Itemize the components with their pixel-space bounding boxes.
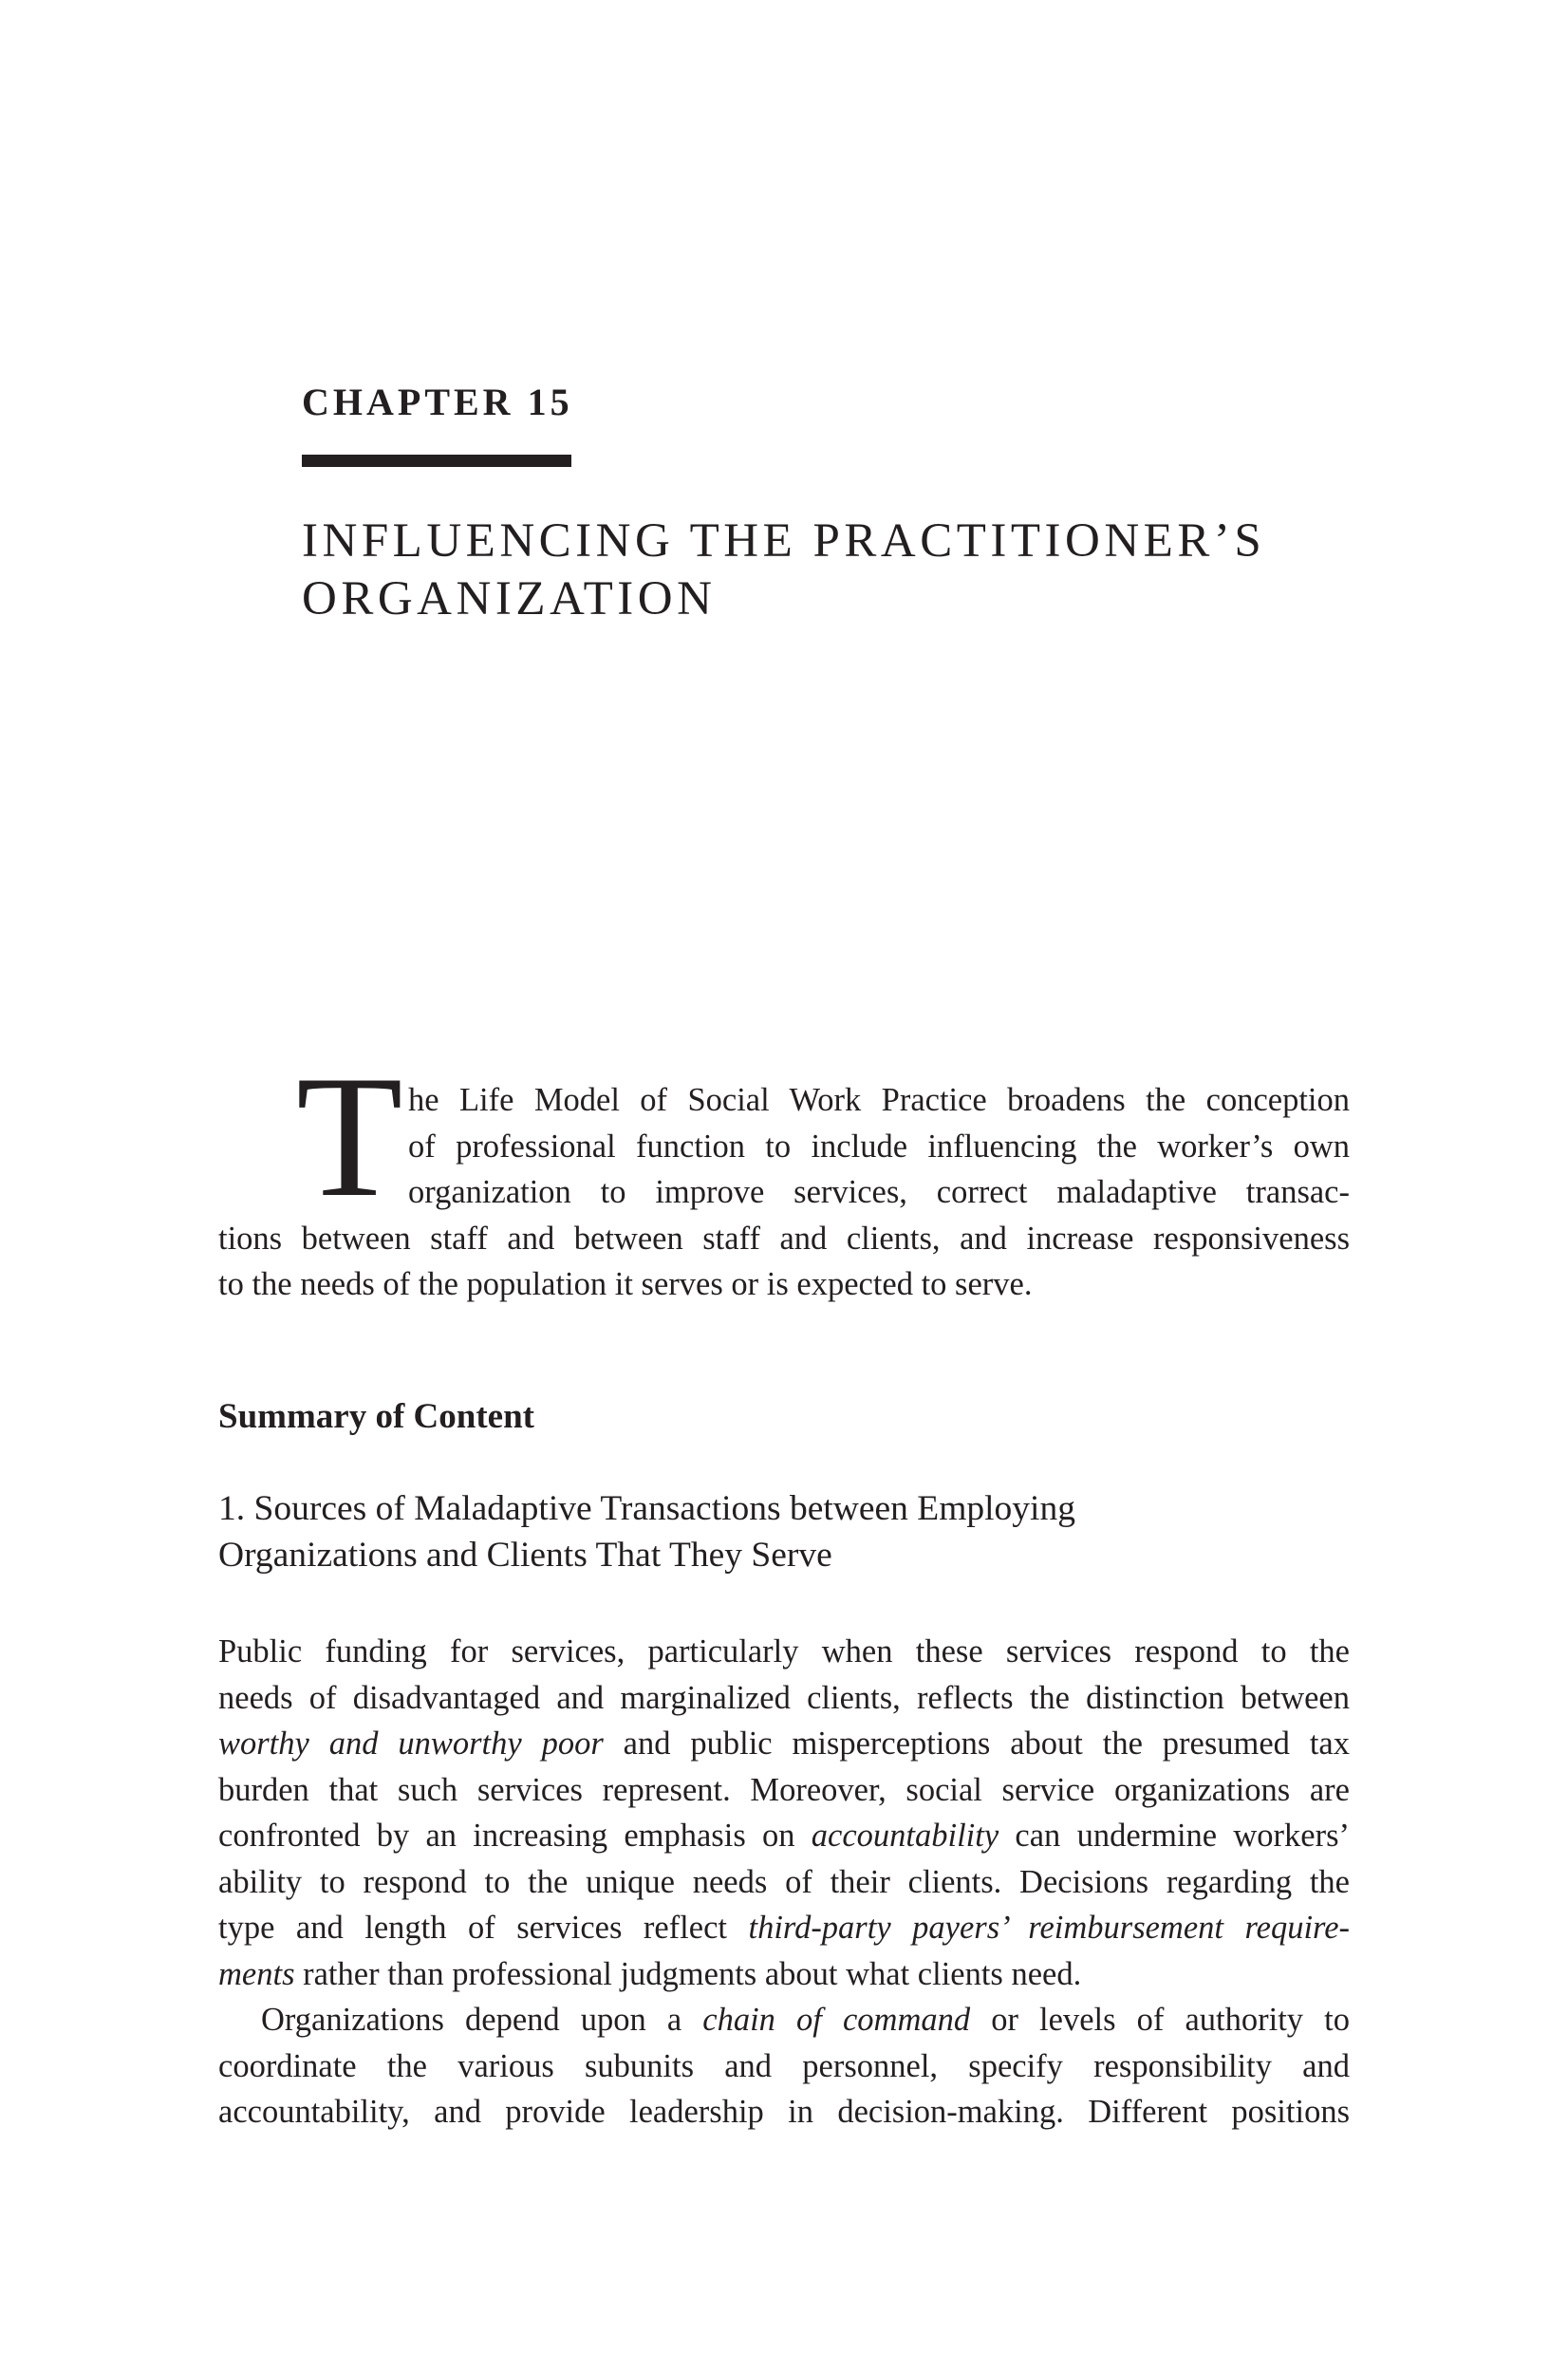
text-run: confronted by an increasing emphasis on: [218, 1818, 812, 1854]
text-line: [218, 1813, 1350, 1859]
subsection-heading-line: Organizations and Clients That They Serve: [218, 1536, 832, 1575]
chapter-title-line: ORGANIZATION: [302, 572, 717, 625]
text-line: coordinate the various subunits and personnel, specify responsibility and: [218, 2047, 1350, 2084]
text-line: to the needs of the population it serves or is expected to serve.: [218, 1266, 1033, 1302]
text-line: he Life Model of Social Work Practice broadens the conception: [408, 1082, 1350, 1118]
text-line: [218, 1905, 1350, 1951]
italic-term: ments: [218, 1955, 295, 1992]
text-run: Organizations depend upon a: [261, 2002, 703, 2038]
italic-term: accountability: [811, 1818, 999, 1854]
text-line: [218, 1951, 1350, 1998]
text-line: organization to improve services, correct maladaptive transac-: [408, 1174, 1350, 1210]
subsection-heading-line: 1. Sources of Maladaptive Transactions between Employing: [218, 1489, 1075, 1528]
text-line: tions between staff and between staff and clients, and increase responsiveness: [218, 1220, 1350, 1257]
body-paragraph-1: [218, 1629, 1350, 1997]
chapter-rule-divider: [302, 455, 571, 467]
text-line: ability to respond to the unique needs of their clients. Decisions regarding the: [218, 1863, 1350, 1900]
chapter-title-line: INFLUENCING THE PRACTITIONER’S: [302, 514, 1266, 568]
text-run: type and length of services reflect: [218, 1910, 749, 1946]
text-line: accountability, and provide leadership in decision-making. Different positions: [218, 2094, 1350, 2130]
text-line: [218, 1721, 1350, 1767]
text-line: Public funding for services, particularly when these services respond to the: [218, 1633, 1350, 1669]
section-heading: Summary of Content: [218, 1397, 534, 1436]
text-line: [218, 1997, 1350, 2043]
italic-term: third-party payers’ reimbursement require-: [748, 1910, 1351, 1946]
chapter-label: CHAPTER 15: [302, 381, 573, 423]
intro-paragraph: [218, 1077, 1350, 1308]
text-run: can undermine workers’: [999, 1818, 1350, 1854]
text-line: needs of disadvantaged and marginalized clients, reflects the distinction between: [218, 1679, 1350, 1716]
text-line: of professional function to include influencing the worker’s own: [408, 1128, 1350, 1165]
text-run: rather than professional judgments about what clients need.: [294, 1955, 1082, 1992]
text-run: or levels of authority to: [970, 2002, 1350, 2038]
text-line: burden that such services represent. Moreover, social service organizations are: [218, 1771, 1350, 1808]
drop-cap: T: [296, 1039, 403, 1233]
body-paragraph-2: [218, 1997, 1350, 2136]
italic-term: chain of command: [702, 2002, 971, 2038]
chapter-title: [302, 513, 1393, 628]
subsection-heading: [218, 1485, 1075, 1578]
italic-term: worthy and unworthy poor: [218, 1725, 604, 1762]
text-run: and public misperceptions about the presumed tax: [603, 1725, 1350, 1762]
